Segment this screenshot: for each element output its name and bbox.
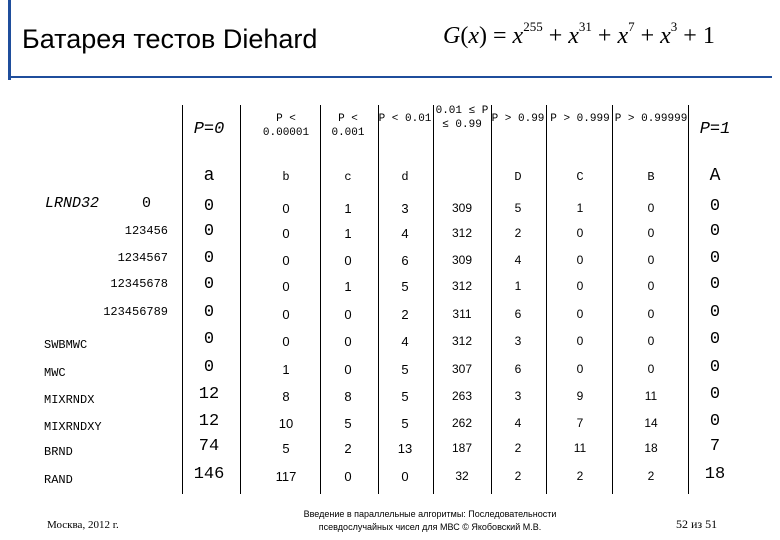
table-cell: 187 xyxy=(451,441,473,455)
row-label: 1234567 xyxy=(117,251,168,265)
table-cell: 10 xyxy=(278,416,294,431)
table-cell: 5 xyxy=(401,389,409,404)
table-cell: 0 xyxy=(282,201,290,216)
table-cell: 6 xyxy=(514,362,522,376)
column-divider xyxy=(433,105,434,494)
table-cell: 0 xyxy=(647,253,655,267)
column-divider xyxy=(320,105,321,494)
table-cell: 11 xyxy=(644,389,658,403)
table-cell: 4 xyxy=(401,226,409,241)
table-cell: 0 xyxy=(203,197,215,216)
column-code: B xyxy=(647,170,655,184)
table-cell: 0 xyxy=(344,307,352,322)
column-header: P=1 xyxy=(699,120,731,139)
row-label: MWC xyxy=(44,366,66,380)
table-cell: 5 xyxy=(401,279,409,294)
column-divider xyxy=(378,105,379,494)
table-cell: 8 xyxy=(344,389,352,404)
table-cell: 12 xyxy=(198,412,220,431)
table-cell: 0 xyxy=(576,334,584,348)
table-cell: 5 xyxy=(344,416,352,431)
table-cell: 2 xyxy=(576,469,584,483)
column-header: 0.01 ≤ P ≤ 0.99 xyxy=(435,105,489,131)
column-code: A xyxy=(709,166,721,186)
table-cell: 0 xyxy=(647,334,655,348)
table-cell: 0 xyxy=(576,279,584,293)
table-cell: 0 xyxy=(344,253,352,268)
table-cell: 7 xyxy=(576,416,584,430)
table-cell: 0 xyxy=(709,330,721,349)
table-cell: 0 xyxy=(709,222,721,241)
column-header: P=0 xyxy=(193,120,225,139)
table-cell: 3 xyxy=(514,389,522,403)
header-accent-bar xyxy=(8,0,11,80)
table-cell: 2 xyxy=(647,469,655,483)
column-header: P < 0.001 xyxy=(331,113,365,139)
table-cell: 5 xyxy=(282,441,290,456)
table-cell: 0 xyxy=(282,279,290,294)
table-cell: 8 xyxy=(282,389,290,404)
table-cell: 311 xyxy=(452,307,472,321)
table-cell: 4 xyxy=(514,416,522,430)
table-cell: 117 xyxy=(275,469,297,484)
row-label: 12345678 xyxy=(110,277,168,291)
table-cell: 0 xyxy=(203,222,215,241)
row-label: 123456789 xyxy=(103,305,168,319)
table-cell: 1 xyxy=(344,226,352,241)
table-cell: 0 xyxy=(647,279,655,293)
table-cell: 0 xyxy=(203,275,215,294)
row-label: RAND xyxy=(44,473,73,487)
table-cell: 6 xyxy=(514,307,522,321)
exp-7: 7 xyxy=(628,19,635,34)
table-cell: 1 xyxy=(344,201,352,216)
table-cell: 4 xyxy=(514,253,522,267)
table-cell: 0 xyxy=(576,362,584,376)
column-code: d xyxy=(401,170,409,184)
table-cell: 0 xyxy=(203,358,215,377)
column-code: D xyxy=(514,170,522,184)
table-cell: 1 xyxy=(344,279,352,294)
column-header: P < 0.01 xyxy=(378,113,432,125)
table-cell: 11 xyxy=(573,441,587,455)
table-cell: 0 xyxy=(203,303,215,322)
footer-line-2: псевдослучайных чисел для МВС © Якобовский М.В. xyxy=(318,522,542,532)
column-header: P < 0.00001 xyxy=(262,113,310,139)
table-cell: 12 xyxy=(198,385,220,404)
table-cell: 0 xyxy=(344,469,352,484)
table-cell: 2 xyxy=(344,441,352,456)
table-cell: 2 xyxy=(514,469,522,483)
row-label: MIXRNDX xyxy=(44,393,95,407)
column-code: a xyxy=(203,166,215,186)
table-cell: 307 xyxy=(451,362,473,376)
slide-number: 52 из 51 xyxy=(676,517,718,531)
column-header: P > 0.999 xyxy=(550,113,610,125)
table-cell: 0 xyxy=(709,303,721,322)
table-cell: 0 xyxy=(647,201,655,215)
table-cell: 309 xyxy=(451,253,473,267)
table-cell: 312 xyxy=(451,279,473,293)
const-term: 1 xyxy=(702,23,715,49)
table-cell: 0 xyxy=(709,358,721,377)
table-cell: 5 xyxy=(514,201,522,215)
exp-3: 3 xyxy=(670,19,678,34)
table-cell: 0 xyxy=(282,253,290,268)
footer-location-year: Москва, 2012 г. xyxy=(47,519,119,531)
table-cell: 7 xyxy=(709,437,721,456)
table-cell: 14 xyxy=(644,416,658,430)
table-cell: 0 xyxy=(401,469,409,484)
column-divider xyxy=(688,105,689,494)
column-divider xyxy=(182,105,183,494)
table-cell: 1 xyxy=(282,362,290,377)
table-cell: 0 xyxy=(709,412,721,431)
table-cell: 0 xyxy=(709,275,721,294)
table-cell: 18 xyxy=(644,441,658,455)
column-header: P > 0.99999 xyxy=(614,113,688,125)
exp-255: 255 xyxy=(523,19,543,34)
table-cell: 0 xyxy=(576,253,584,267)
row-label: 123456 xyxy=(124,224,168,238)
table-cell: 3 xyxy=(401,201,409,216)
column-divider xyxy=(546,105,547,494)
slide-title: Батарея тестов Diehard xyxy=(22,24,318,54)
row-label-seed: 0 xyxy=(142,195,152,212)
table-cell: 0 xyxy=(709,249,721,268)
column-divider xyxy=(491,105,492,494)
table-cell: 13 xyxy=(397,441,413,456)
row-label: SWBMWC xyxy=(44,338,88,352)
table-cell: 1 xyxy=(514,279,522,293)
table-cell: 0 xyxy=(647,226,655,240)
table-cell: 6 xyxy=(401,253,409,268)
table-cell: 0 xyxy=(576,307,584,321)
table-cell: 5 xyxy=(401,362,409,377)
table-cell: 2 xyxy=(514,226,522,240)
table-cell: 146 xyxy=(193,465,225,484)
table-cell: 2 xyxy=(514,441,522,455)
row-label: LRND32 xyxy=(45,195,100,212)
footer-course-title xyxy=(280,508,580,534)
footer-line-1: Введение в параллельные алгоритмы: Последовательности xyxy=(303,509,557,519)
table-cell: 0 xyxy=(647,307,655,321)
column-divider xyxy=(240,105,241,494)
column-header: P > 0.99 xyxy=(491,113,545,125)
header-rule xyxy=(8,76,772,78)
table-cell: 0 xyxy=(709,197,721,216)
table-cell: 309 xyxy=(451,201,473,215)
column-divider xyxy=(612,105,613,494)
row-label: BRND xyxy=(44,445,73,459)
row-label: MIXRNDXY xyxy=(44,420,102,434)
table-cell: 9 xyxy=(576,389,584,403)
column-code: b xyxy=(282,170,290,184)
table-cell: 0 xyxy=(203,330,215,349)
table-cell: 1 xyxy=(576,201,584,215)
table-cell: 5 xyxy=(401,416,409,431)
exp-31: 31 xyxy=(578,19,592,34)
table-cell: 3 xyxy=(514,334,522,348)
table-cell: 18 xyxy=(704,465,726,484)
table-cell: 0 xyxy=(282,334,290,349)
column-code: C xyxy=(576,170,584,184)
column-code: c xyxy=(344,170,352,184)
table-cell: 262 xyxy=(451,416,473,430)
table-cell: 0 xyxy=(709,385,721,404)
table-cell: 0 xyxy=(647,362,655,376)
table-cell: 263 xyxy=(451,389,473,403)
table-cell: 312 xyxy=(451,334,473,348)
table-cell: 0 xyxy=(344,362,352,377)
table-cell: 0 xyxy=(282,226,290,241)
table-cell: 2 xyxy=(401,307,409,322)
table-cell: 32 xyxy=(455,469,469,483)
table-cell: 0 xyxy=(203,249,215,268)
table-cell: 74 xyxy=(198,437,220,456)
table-cell: 0 xyxy=(282,307,290,322)
polynomial-formula: $G(x) = x^{255} + x^{31} + x^7 + x^3 + 1$ xyxy=(443,19,715,49)
table-cell: 4 xyxy=(401,334,409,349)
table-cell: 312 xyxy=(451,226,473,240)
table-cell: 0 xyxy=(344,334,352,349)
table-cell: 0 xyxy=(576,226,584,240)
